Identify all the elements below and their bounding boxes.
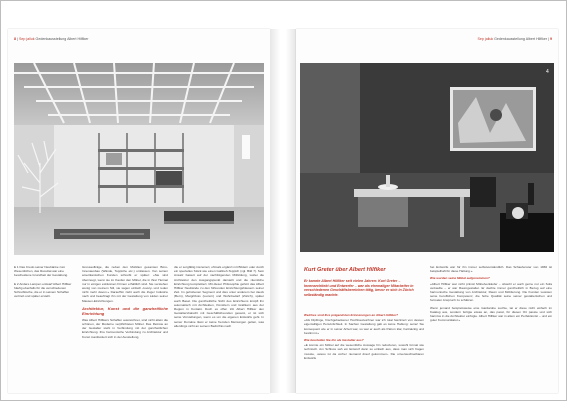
- running-head-right: Sep jalluk Gedenkausstellung Albert Hilfiker | 9: [477, 37, 552, 41]
- article-title: Kurt Greter über Albert Hilfiker: [304, 267, 386, 273]
- office-photo: [300, 63, 554, 252]
- running-head-section: Sep jalluk: [18, 37, 35, 41]
- page-number: 9: [550, 37, 552, 41]
- column-1-body: Was Albert Hilfikers Schaffen auszeichnet, sind nicht allein die schönen, der Moderne verpflichteten Möbel. Das Reinste an der Gestalter steht in Verbindung mit der ganzheitlichen Einrichtung. Ihre harmonische Verbindung zu Architektur und Kunst manifestiert sich in der Ausstellung,: [82, 317, 168, 339]
- text-column-2: [174, 265, 264, 389]
- column-2-body: die er sorgfältig inszeniert, oftmals ergänzt mit Bildern oder durch ein spezielles Stück wie einen Gabbeh-Teppich (vgl. Bild 7). Sein Ansatz basiert auf der nachfolgenden Mitbildung, wobei die Architektur den Ausgangspunkt darstellt und die räumliche Einrichtung komplettiert. Mit dieser Philosophie gehört das Albert Hilfiker Neubände zu den führenden Einrichtungshäusern seiner Zeit. Im gehobenen Segment und dies unter anderem bei Jaeck (Bern), Margritbois (Luzern) und Wohnbedarf (Zürich), später auch Basel. Die ganzheitliche Sicht des Einrichtens knüpft ihn automatisch mit Architekten, Künstlern und Grafikern aus der Region in Kontakt. Doch es offen tritt Albert Hilfiker den Gestaltersbatscht mit Geschäftsfreunden gesamt, er ist sich seine Vorstellungen, wenn es um die eigenen Entwürfe geht. In seiner Domäne lässt er keine fremden Meinungen gelten, was allerdings nicht an seinem Bedürfnis nach: [174, 265, 264, 328]
- spread-gutter: [270, 29, 296, 393]
- section-heading: Architektur, Kunst und die ganzheitliche Einrichtung: [82, 305, 168, 316]
- answer-2-continued: het Entwürfe war für ihn immer selbstverständlich. Das Schaufenster von 1966 ist beispielhaft für diese Haltung.»: [430, 265, 552, 274]
- question-2: Wie beurteilen Sie ihn als Gestalter aus?: [304, 338, 364, 343]
- showroom-illustration: [14, 63, 264, 255]
- left-page: [8, 29, 270, 393]
- right-page: [296, 29, 558, 393]
- answer-3b: Wenn jemand beispielsweise eine Gardarobe suchte, tat er diese nicht einfach im Katalog aus, sondern fertigte etwas an, das passt, für diesen Ort passte und sich harmlos in die Architektur einfügte. Albert Hilfiker war in allem ein Perfektionist – und ein guter Kommunikator.»: [430, 305, 552, 323]
- caption-2: E 2 Andere Lampen entwarf Albert Hilfiker häufig ebenfalls für die verschiedenen Schreibtische, die er in seinem Schaffen vertrieb und später erstellt.: [14, 281, 72, 299]
- page-number: 8: [14, 37, 16, 41]
- caption-block: [14, 265, 72, 302]
- office-illustration: [300, 63, 554, 252]
- column-1-intro: Grossaufträge, die neben den Mobilien gesamten Büro-Innenausbau (Wände, Teppiche etc.) umfassen. Von seinen amerikanischen Kunden schreibt er später: «Sie sind überzeugt, wenn sie im Kaufen den Möbel, die in ihrer Heimat nur in einigen exklusiven Firmen erhältlich sind. Sie verstehen wenig von meinem Stil, sie sagen einfach ‹lovely› und reden nicht mehr davon.» Daraufhin zieht auch die Zuger Industrie nach und beauftragt ihn mit der Gestaltung von Läden seiner Massen-Einrichtungen.: [82, 265, 168, 303]
- answer-3: «Albert Hilfiker war nicht primär Möbelverkäufer – obwohl er auch gerne nur ein Sofa verkaufte – er war Raumgestalter. Er dachte immer ganzheitlich in Bezug auf eine harmonische Gestaltung von Architektur, Raum und Möblierung. Die Kunden wussten seine beruflichen Kompetenz, die hohe Qualität seine seiner gestalterischen und formalen Anspruch zu schätzen.: [430, 281, 552, 303]
- running-head-section: Sep jalluk: [477, 37, 494, 41]
- photo-number: 4: [546, 69, 549, 75]
- interview-column-1: [304, 311, 424, 389]
- running-head-title: Gedenkausstellung Albert Hilfiker: [35, 37, 89, 41]
- question-3: Wie wurden seine Möbel aufgenommen?: [430, 276, 490, 281]
- interview-column-2: [430, 265, 552, 389]
- showroom-photo: [14, 63, 264, 255]
- answer-2: «E konnte ein Möbel auf die wesentliche Aussage hin reduzieren, sowohl formal wie technisch. Am Schluss sah ein Entwurf dann so einfach aus, dass man sich fragen musste, ‹wieso ist da vorher niemand drauf gekommen›. Die unverwechselbaren Entwürfe: [304, 343, 424, 360]
- running-head-title: Gedenkausstellung Albert Hilfiker: [494, 37, 548, 41]
- running-head-left: 8 | Sep jalluk Gedenkausstellung Albert Hilfiker: [14, 37, 89, 41]
- answer-1: «Als Dipllinge, frischgebackener Hochbauzeichner war ich total fasziniert von dessen eigenwilligen Persönlichkeit. In Sachen Gestaltung gab es keine Haltung: seine! Sie konsequent wie er in seiner Arbeit war, so war er auch als Patron klar, hartnäckig und bestimmt.»: [304, 318, 424, 335]
- text-column-1: [82, 265, 168, 389]
- article-intro: Er kannte Albert Hilfiker seit vielen Jahren: Kurt Greter – Innenarchitekt und Entwerfer – war als ehemaliger Mitarbeiter in verschiedenen Geschäftsbereichen tätig, bevor er sich in Zürich selbständig machte.: [304, 279, 414, 297]
- question-1: Welches sind Ihre prägendsten Erinnerungen an Albert Hilfiker?: [304, 313, 399, 317]
- caption-1: E 1 Das Credo seiner Neubänke zum Wesentlichen, das Resultat war eine bescheidene Grundheit der Gestaltung.: [14, 265, 69, 278]
